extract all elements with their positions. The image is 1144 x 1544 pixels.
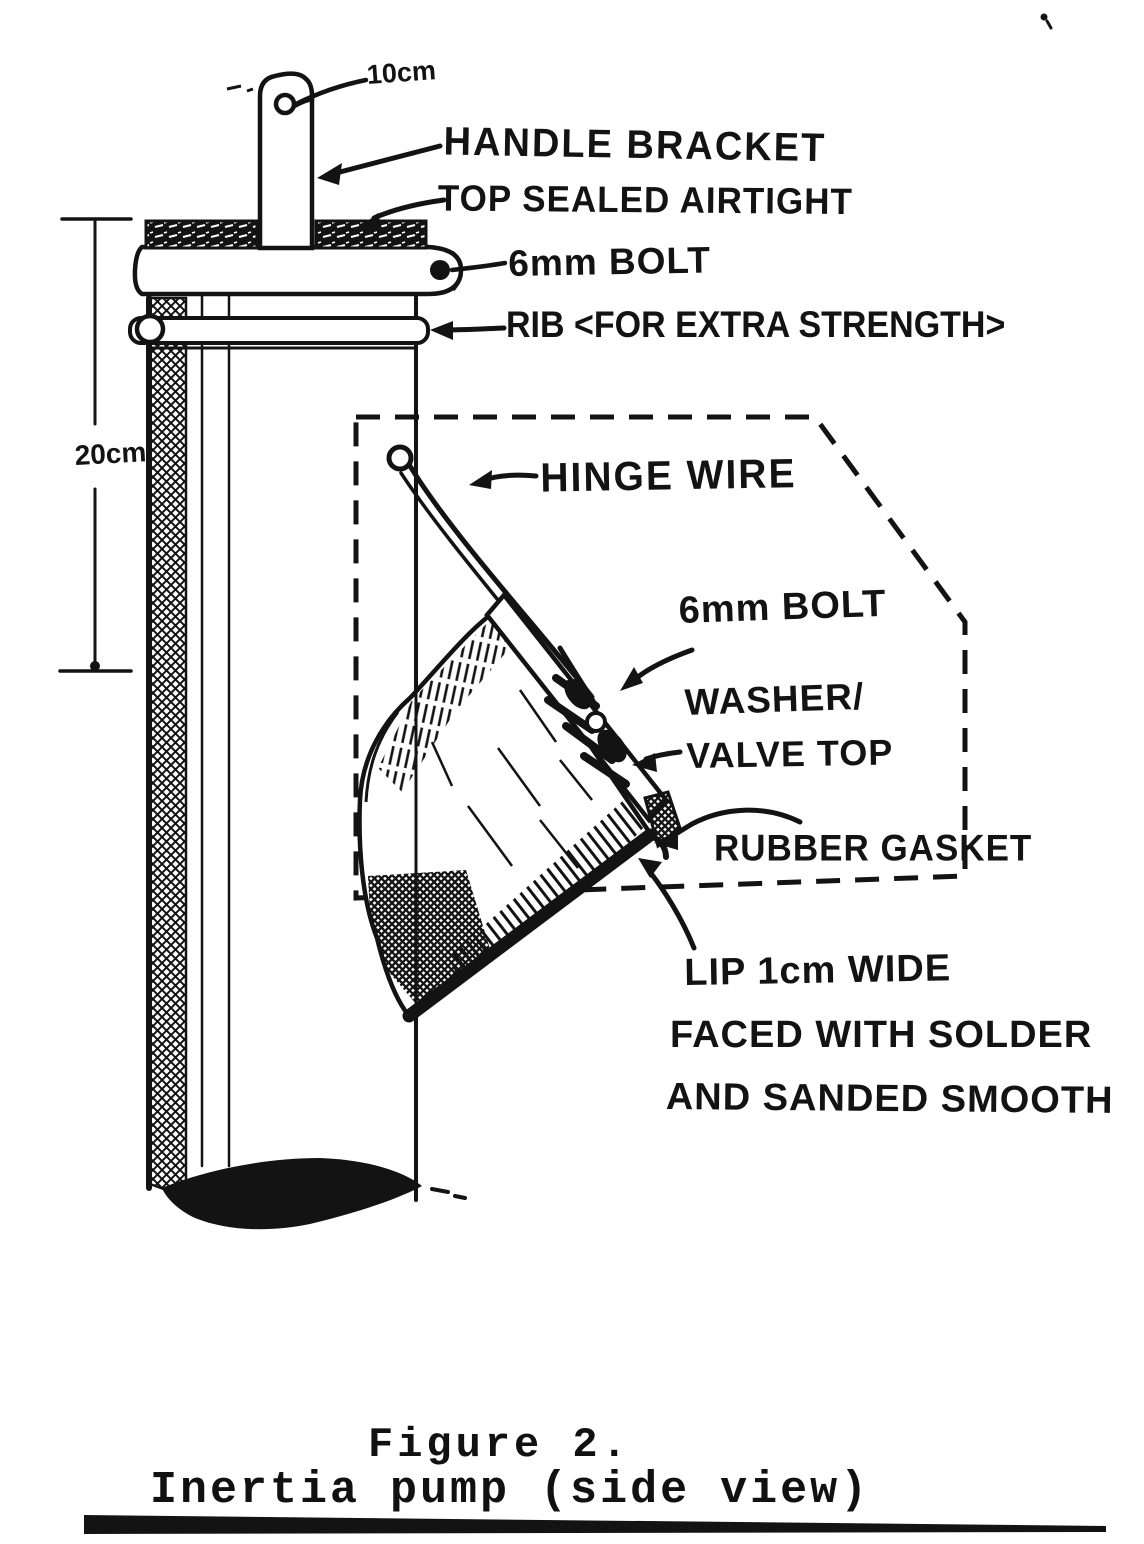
label-washer: WASHER/ xyxy=(683,675,865,723)
label-dim-20cm: 20cm xyxy=(73,436,148,471)
leader-rib xyxy=(446,328,504,330)
ink-dot xyxy=(1041,14,1048,21)
label-lip-line2: FACED WITH SOLDER xyxy=(670,1014,1093,1056)
sketch-marks xyxy=(227,86,253,91)
label-top-sealed: TOP SEALED AIRTIGHT xyxy=(437,177,854,223)
label-bolt-top: 6mm BOLT xyxy=(507,239,712,284)
label-valve-top: VALVE TOP xyxy=(685,731,894,776)
rib-left-end xyxy=(137,316,163,342)
leader-hinge-wire xyxy=(484,475,536,480)
leader-bolt-valve xyxy=(634,650,692,680)
label-handle-bracket: HANDLE BRACKET xyxy=(443,119,827,171)
cap-bolt-dot xyxy=(430,260,450,280)
scan-edge-bar xyxy=(84,1515,1106,1534)
figure-caption-line2: Inertia pump (side view) xyxy=(150,1465,871,1516)
figure-caption-line1: Figure 2. xyxy=(368,1421,631,1469)
label-lip-line3: AND SANDED SMOOTH xyxy=(665,1076,1114,1122)
label-rib: RIB <FOR EXTRA STRENGTH> xyxy=(506,303,1006,346)
seal-band-left xyxy=(146,221,257,248)
label-hinge-wire: HINGE WIRE xyxy=(539,451,797,502)
pipe-wall-hatch xyxy=(150,298,186,1192)
leader-handle-bracket xyxy=(336,146,440,173)
leader-top-sealed xyxy=(374,200,444,218)
pipe-bottom-shadow xyxy=(162,1158,465,1229)
leader-lip xyxy=(650,872,694,948)
bracket-hole xyxy=(276,95,294,113)
rib-ring xyxy=(130,316,428,343)
label-rubber-gasket: RUBBER GASKET xyxy=(714,827,1033,869)
label-lip-line1: LIP 1cm WIDE xyxy=(683,947,952,994)
valve-flap xyxy=(360,595,680,1018)
label-dim-10cm: 10cm xyxy=(365,55,437,90)
label-bolt-valve: 6mm BOLT xyxy=(677,582,888,632)
